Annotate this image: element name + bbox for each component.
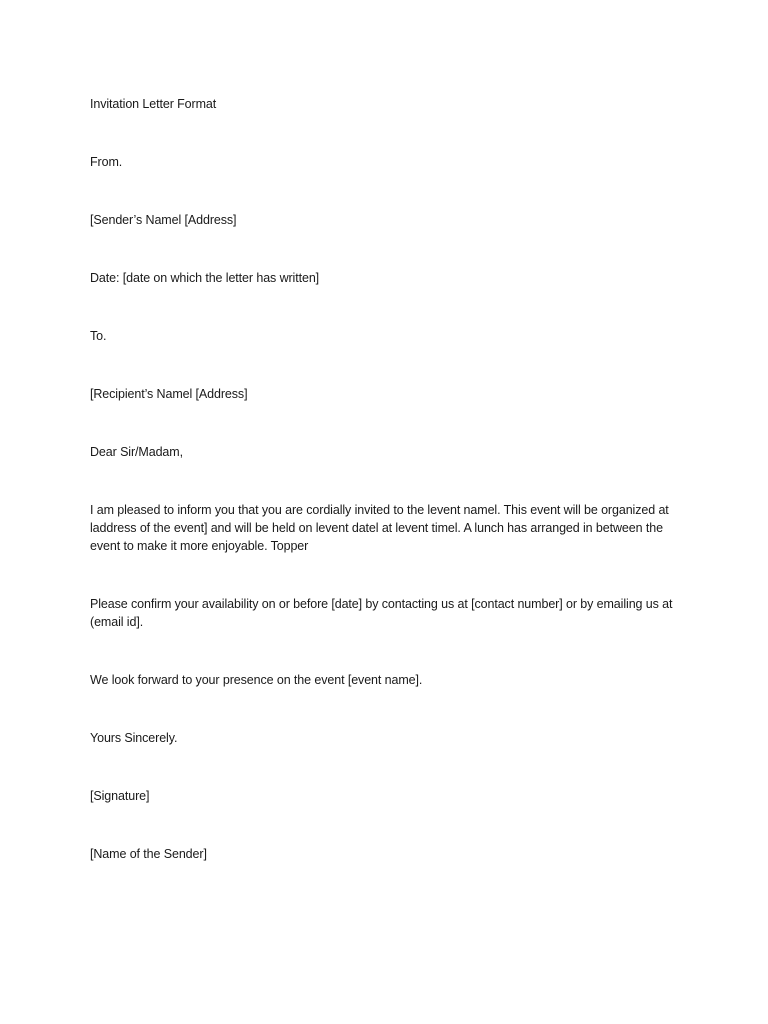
body-paragraph-1: I am pleased to inform you that you are cordially invited to the levent namel. This event will be organized at laddress of the event] and will be held on levent datel at levent timel. A lunch has arranged in between the event to make it more enjoyable. Topper [90, 503, 669, 553]
document-title: Invitation Letter Format [90, 97, 217, 111]
body-paragraph-3: We look forward to your presence on the event [event name]. [90, 673, 423, 687]
sender-name: [Name of the Sender] [90, 847, 207, 861]
signature-placeholder: [Signature] [90, 789, 150, 803]
sender-line: [Sender’s Namel [Address] [90, 213, 237, 227]
body-paragraph-2: Please confirm your availability on or before [date] by contacting us at [contact number] or by emailing us at (email id]. [90, 597, 673, 629]
date-line: Date: [date on which the letter has written] [90, 271, 320, 285]
from-label: From. [90, 155, 123, 169]
closing: Yours Sincerely. [90, 731, 178, 745]
recipient-line: [Recipient’s Namel [Address] [90, 387, 248, 401]
letter-body [90, 95, 690, 903]
to-label: To. [90, 329, 107, 343]
salutation: Dear Sir/Madam, [90, 445, 183, 459]
